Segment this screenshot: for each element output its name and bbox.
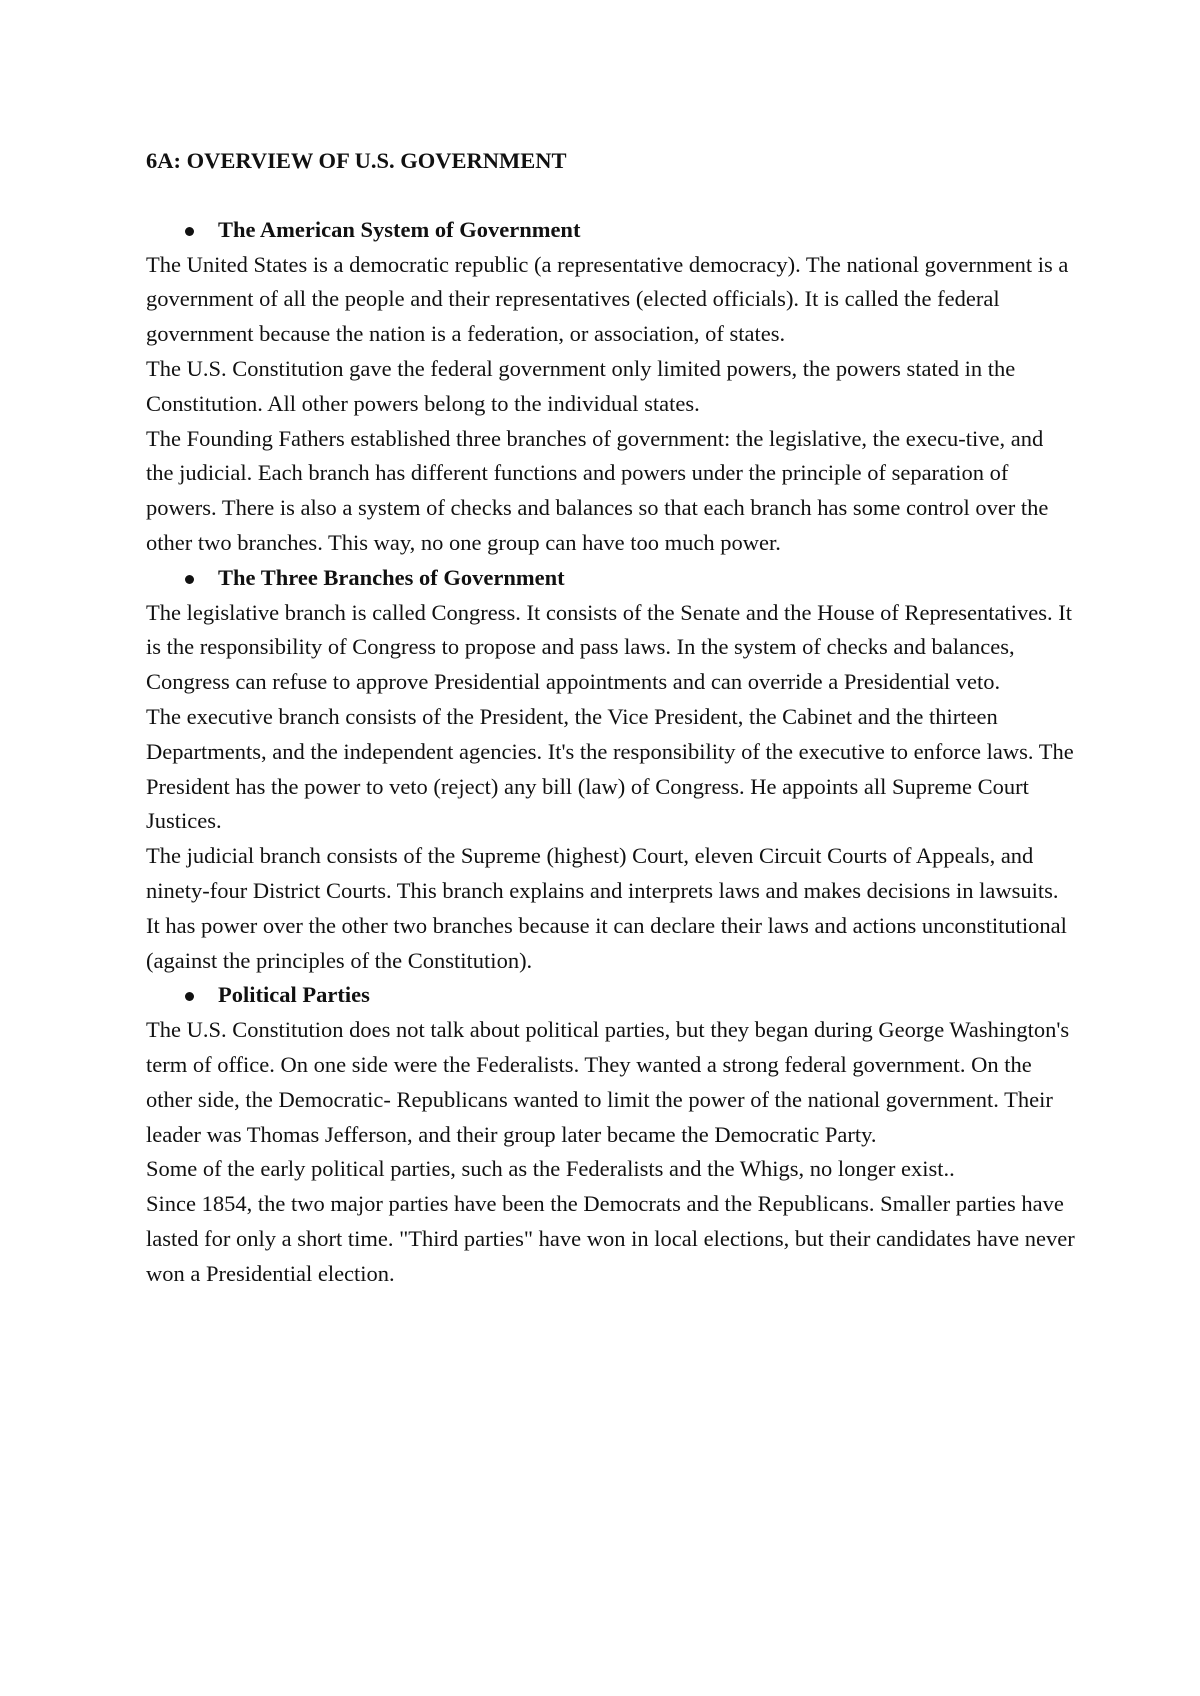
paragraph: The executive branch consists of the President, the Vice President, the Cabinet and the thirteen Departments, and the independent agencies. It's the responsibility of the executive to enforce laws. The President has the power to veto (reject) any bill (law) of Congress. He appoints all Supreme Court Justices.	[146, 703, 1074, 834]
section-heading-text: The Three Branches of Government	[218, 564, 565, 590]
paragraph: The U.S. Constitution gave the federal government only limited powers, the powers stated in the Constitution. All other powers belong to the individual states.	[146, 355, 1016, 416]
bullet-icon	[185, 227, 194, 236]
section-heading-text: Political Parties	[218, 982, 370, 1008]
paragraph: The judicial branch consists of the Supreme (highest) Court, eleven Circuit Courts of Appeals, and ninety-four District Courts. This branch explains and interprets laws and makes decisions in lawsuits. It has power over the other two branches because it can declare their laws and actions unconstitutional (against the principles of the Constitution).	[146, 843, 1067, 973]
paragraph: The U.S. Constitution does not talk about political parties, but they began during George Washington's term of office. On one side were the Federalists. They wanted a strong federal government. On the other side, the Democratic- Republicans wanted to limit the power of the national government. Their leader was Thomas Jefferson, and their group later became the Democratic Party.	[146, 1017, 1070, 1147]
section-heading-american-system	[146, 213, 1076, 248]
section-heading-political-parties	[146, 978, 1076, 1013]
section-heading-three-branches	[146, 561, 1076, 596]
document-page	[146, 144, 1076, 1292]
bullet-icon	[185, 575, 194, 584]
paragraph: The legislative branch is called Congress. It consists of the Senate and the House of Representatives. It is the responsibility of Congress to propose and pass laws. In the system of checks and balances, Congress can refuse to approve Presidential appointments and can override a Presidential veto.	[146, 599, 1072, 695]
paragraph: Some of the early political parties, such as the Federalists and the Whigs, no longer exist..	[146, 1156, 955, 1182]
section-heading-text: The American System of Government	[218, 216, 581, 242]
paragraph: The United States is a democratic republic (a representative democracy). The national government is a government of all the people and their representatives (elected officials). It is called the federal government because the nation is a federation, or association, of states.	[146, 251, 1069, 347]
document-title: 6A: OVERVIEW OF U.S. GOVERNMENT	[146, 148, 567, 173]
paragraph: Since 1854, the two major parties have been the Democrats and the Republicans. Smaller parties have lasted for only a short time. "Third parties" have won in local elections, but their candidates have never won a Presidential election.	[146, 1191, 1075, 1286]
paragraph: The Founding Fathers established three branches of government: the legislative, the execu-tive, and the judicial. Each branch has different functions and powers under the principle of separation of powers. There is also a system of checks and balances so that each branch has some control over the other two branches. This way, no one group can have too much power.	[146, 425, 1049, 555]
